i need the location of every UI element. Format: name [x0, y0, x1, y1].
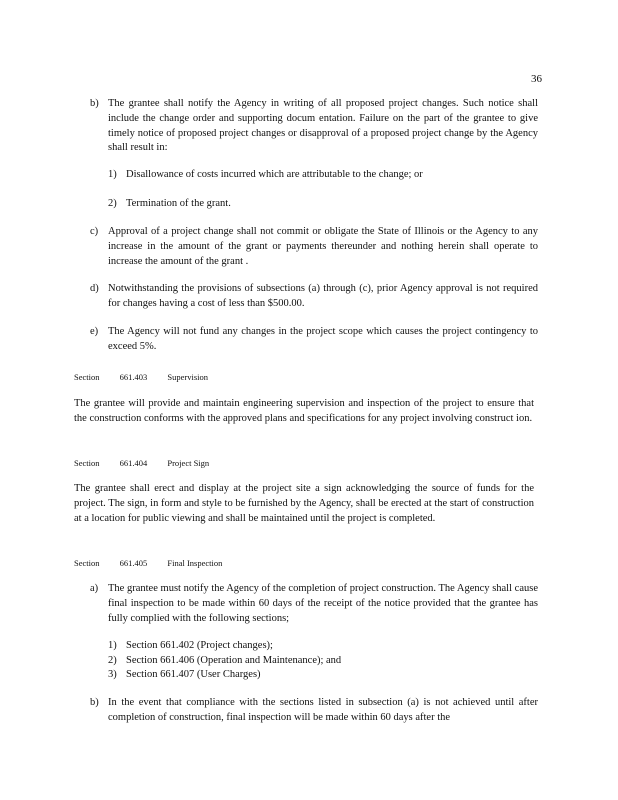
- section-label: Section: [74, 372, 100, 382]
- section-title: Supervision: [167, 372, 208, 382]
- list-item-e: [90, 325, 538, 355]
- section-number: 661.403: [119, 372, 148, 382]
- sub-item-3: [108, 668, 528, 683]
- list-item-d: [90, 282, 538, 312]
- sub-item-text: Disallowance of costs incurred which are attributable to the change; or: [126, 169, 423, 180]
- list-item-text: Approval of a project change shall not commit or obligate the State of Illinois or the Agency to any increase in the amount of the grant or payments thereunder and nothing herein shall operate to increase the amount of the grant .: [108, 226, 538, 267]
- section-body-661-404: The grantee shall erect and display at the project site a sign acknowledging the source of funds for the project. The sign, in form and style to be furnished by the Agency, shall be erected at the start of construction at a location for public viewing and shall be maintained until the project is completed.: [74, 483, 534, 524]
- sub-item-2: [108, 197, 528, 212]
- sub-item-1: [108, 639, 528, 654]
- sub-item-text: Termination of the grant.: [126, 198, 231, 209]
- list-marker: d): [90, 283, 99, 294]
- list-item-b-final: [90, 696, 538, 726]
- list-item-text: The grantee shall notify the Agency in writing of all proposed project changes. Such notice shall include the change order and supporting docum entation. Failure on the part of the grantee to give timely notice of proposed project changes or disapproval of a proposed project change by the Agency shall result in:: [108, 98, 538, 154]
- section-label: Section: [74, 558, 100, 568]
- section-heading-661-405: [74, 556, 240, 571]
- sub-item-text: Section 661.402 (Project changes);: [126, 640, 273, 651]
- section-number: 661.404: [119, 458, 148, 468]
- sub-marker: 3): [108, 669, 117, 680]
- section-label: Section: [74, 458, 100, 468]
- list-marker: b): [90, 697, 99, 708]
- section-body-661-403: The grantee will provide and maintain engineering supervision and inspection of the project to ensure that the construction conforms with the approved plans and specifications for any project involving construct ion.: [74, 398, 534, 424]
- list-marker: b): [90, 98, 99, 109]
- sub-item-2: [108, 654, 528, 669]
- section-number: 661.405: [119, 558, 148, 568]
- list-marker: e): [90, 326, 99, 337]
- list-item-text: Notwithstanding the provisions of subsections (a) through (c), prior Agency approval is not required for changes having a cost of less than $500.00.: [108, 283, 538, 309]
- list-marker: a): [90, 583, 99, 594]
- sub-marker: 2): [108, 655, 117, 666]
- page-number: 36: [531, 73, 542, 85]
- sub-marker: 1): [108, 640, 117, 651]
- list-item-text: In the event that compliance with the sections listed in subsection (a) is not achieved until after completion of construction, final inspection will be made within 60 days after the: [108, 697, 538, 723]
- list-item-a: [90, 582, 538, 626]
- sub-marker: 1): [108, 169, 117, 180]
- sub-item-1: [108, 168, 528, 183]
- list-item-text: The Agency will not fund any changes in the project scope which causes the project contingency to exceed 5%.: [108, 326, 538, 352]
- section-title: Final Inspection: [167, 558, 223, 568]
- section-heading-661-404: [74, 456, 227, 471]
- list-item-c: [90, 225, 538, 269]
- section-title: Project Sign: [167, 458, 210, 468]
- list-marker: c): [90, 226, 99, 237]
- sub-item-text: Section 661.406 (Operation and Maintenance); and: [126, 655, 342, 666]
- section-heading-661-403: [74, 370, 226, 385]
- list-item-b: [90, 97, 538, 156]
- list-item-text: The grantee must notify the Agency of the completion of project construction. The Agency shall cause final inspection to be made within 60 days of the receipt of the notice provided that the grantee has fully complied with the following sections;: [108, 583, 538, 624]
- sub-item-text: Section 661.407 (User Charges): [126, 669, 261, 680]
- sub-marker: 2): [108, 198, 117, 209]
